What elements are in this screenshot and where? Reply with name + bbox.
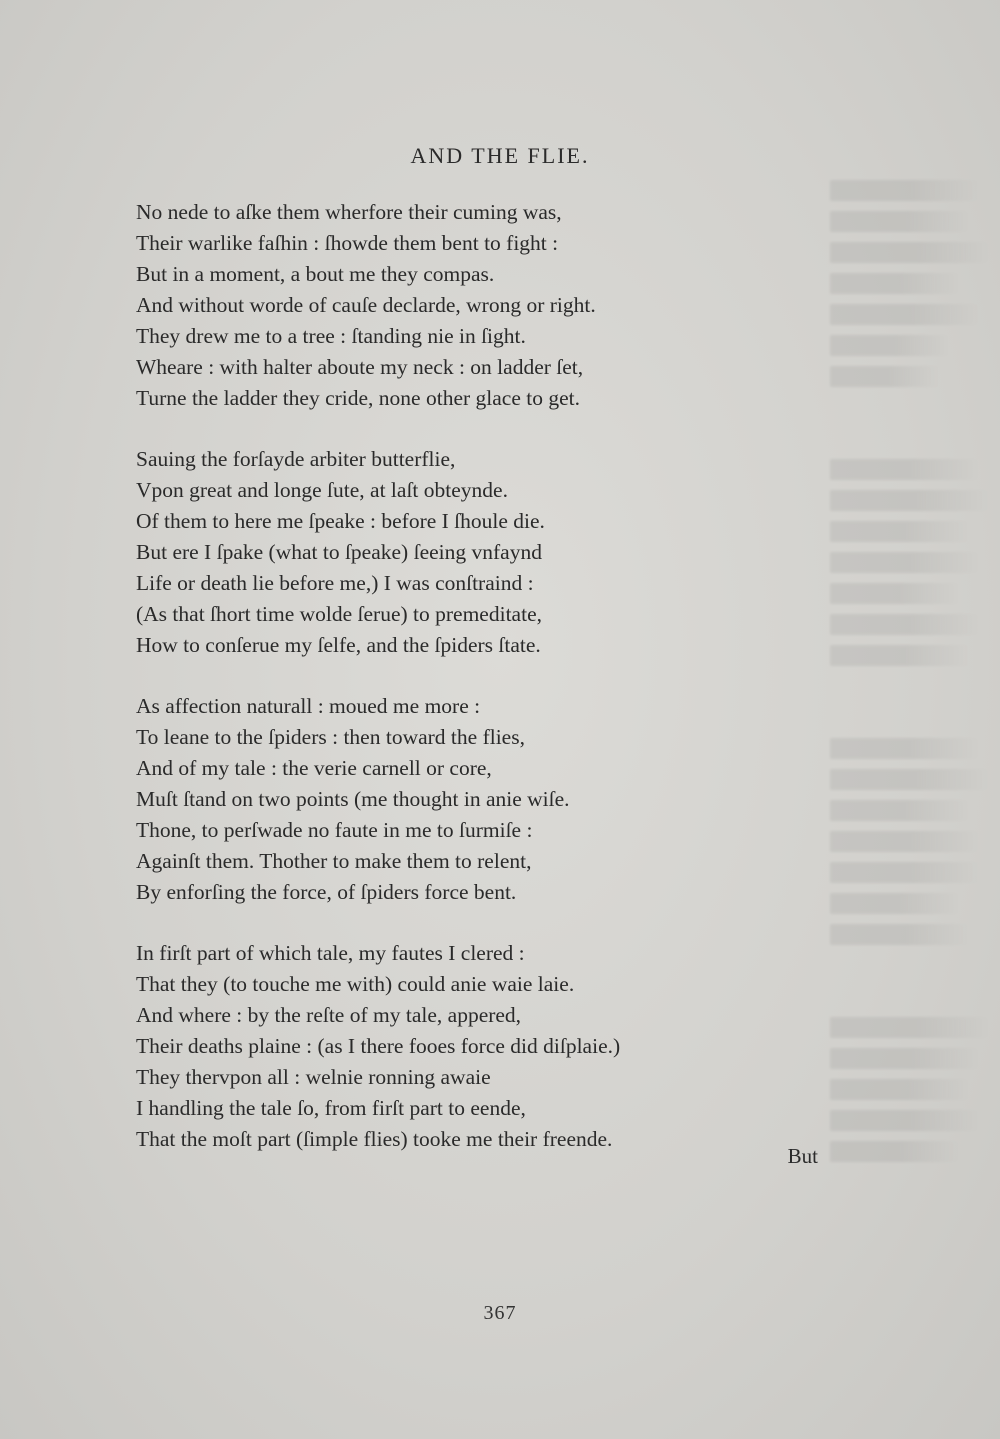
verse-line: Their warlike faſhin : ſhowde them bent to fight : [136,231,559,255]
verse-line: Turne the ladder they cride, none other glace to get. [136,386,580,410]
verse-line: Againſt them. Thother to make them to relent, [136,849,532,873]
verse-line: Life or death lie before me,) I was conſtraind : [136,571,534,595]
stanza [136,938,836,1155]
stanza [136,197,836,414]
verse-line: As affection naturall : moued me more : [136,694,481,718]
verse-line: And without worde of cauſe declarde, wrong or right. [136,293,596,317]
verse-line: Thone, to perſwade no faute in me to ſurmiſe : [136,818,533,842]
verse-line: They drew me to a tree : ſtanding nie in ſight. [136,324,526,348]
verse-line: And where : by the reſte of my tale, appered, [136,1003,522,1027]
stanza [136,444,836,661]
verse-line: Sauing the forſayde arbiter butterflie, [136,447,456,471]
page-heading: AND THE FLIE. [410,143,590,168]
catchword: But [787,1144,818,1168]
verse-line: That the moſt part (ſimple flies) tooke me their freende. [136,1127,613,1151]
verse-line: In firſt part of which tale, my fautes I clered : [136,941,525,965]
verse-line: Of them to here me ſpeake : before I ſhoule die. [136,509,545,533]
verse-line: By enforſing the force, of ſpiders force bent. [136,880,517,904]
verse-line: How to conſerue my ſelfe, and the ſpiders ſtate. [136,633,541,657]
verse-line: They thervpon all : welnie ronning awaie [136,1065,491,1089]
verse-line: Their deaths plaine : (as I there fooes force did diſplaie.) [136,1034,621,1058]
page-number: 367 [483,1302,517,1324]
verse-line: To leane to the ſpiders : then toward the flies, [136,725,525,749]
stanza [136,691,836,908]
verse-line: (As that ſhort time wolde ſerue) to premeditate, [136,602,542,626]
verse-line: And of my tale : the verie carnell or core, [136,756,492,780]
verse-line: But in a moment, a bout me they compas. [136,262,495,286]
verse-line: But ere I ſpake (what to ſpeake) ſeeing vnfaynd [136,540,542,564]
poem-body [136,197,836,1185]
verse-line: That they (to touche me with) could anie waie laie. [136,972,575,996]
verse-line: Muſt ſtand on two points (me thought in anie wiſe. [136,787,570,811]
verse-line: I handling the tale ſo, from firſt part to eende, [136,1096,526,1120]
verse-line: Wheare : with halter aboute my neck : on ladder ſet, [136,355,584,379]
verse-line: No nede to aſke them wherfore their cuming was, [136,200,562,224]
verse-line: Vpon great and longe ſute, at laſt obteynde. [136,478,508,502]
